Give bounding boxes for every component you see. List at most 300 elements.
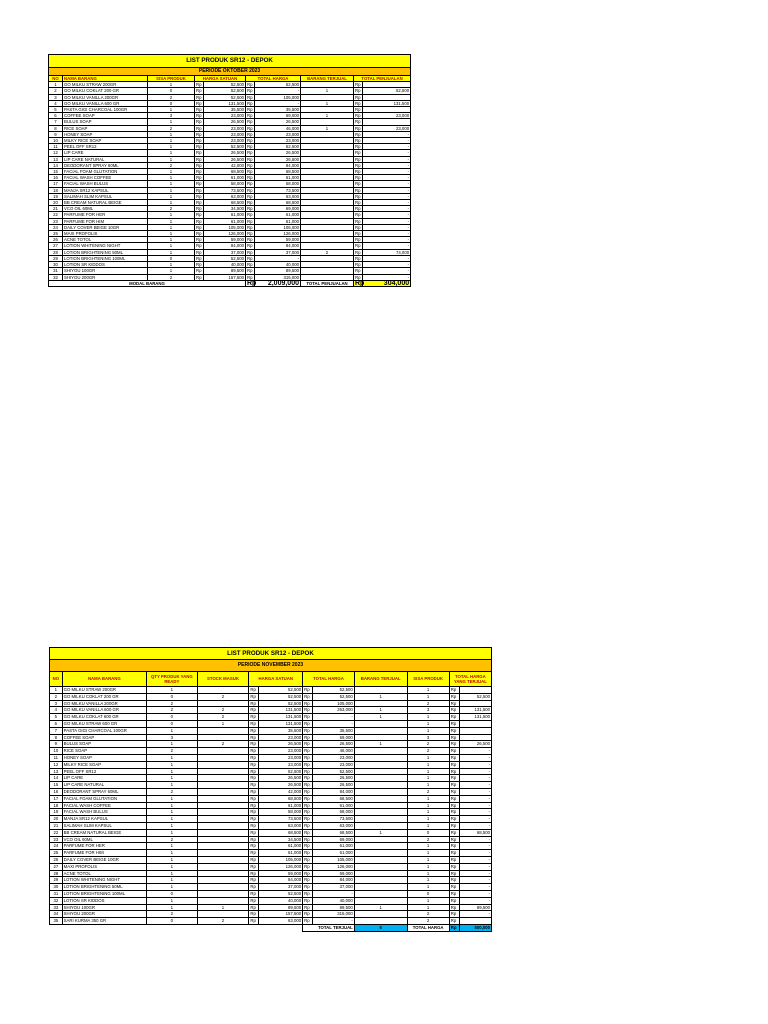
table-cell: - <box>363 212 411 218</box>
table-cell: 61,000 <box>255 212 301 218</box>
table-cell: Rp <box>247 187 253 193</box>
table-row <box>50 822 492 829</box>
table-cell: 1 <box>407 877 449 884</box>
table-cell: 1 <box>147 741 198 748</box>
table-cell: - <box>363 200 411 206</box>
table-cell: 1 <box>407 822 449 829</box>
table-cell: Rp <box>249 802 258 809</box>
table-cell <box>460 700 492 707</box>
table-cell: 1 <box>407 720 449 727</box>
col-header: TOTAL PENJUALAN <box>354 76 411 82</box>
table-cell: 26,500 <box>255 119 301 125</box>
table-row <box>49 224 411 230</box>
table-cell: 126,000 <box>204 231 246 237</box>
table-cell: Rp <box>249 822 258 829</box>
table-cell: Rp <box>449 768 460 775</box>
table-cell: 16 <box>50 788 63 795</box>
table-cell <box>354 816 407 823</box>
table-cell: Rp <box>247 119 253 125</box>
table-cell: 42,000 <box>204 162 246 168</box>
table-cell: - <box>255 100 301 106</box>
table-cell <box>354 748 407 755</box>
table-cell: Rp <box>303 816 312 823</box>
table-cell: Rp <box>449 870 460 877</box>
table-cell: 2 <box>147 700 198 707</box>
table-cell: 1 <box>354 904 407 911</box>
table-cell: 59,000 <box>312 870 354 877</box>
modal-value: 2,009,000 <box>255 280 301 286</box>
table-cell <box>354 850 407 857</box>
table-cell: Rp <box>355 125 361 131</box>
table-cell: - <box>363 175 411 181</box>
table-cell: 0 <box>407 829 449 836</box>
table-cell: 61,000 <box>258 850 302 857</box>
table-cell: Rp <box>449 863 460 870</box>
table-cell: 0 <box>147 693 198 700</box>
table-cell: 61,000 <box>204 212 246 218</box>
table-cell: MAXI PROFOLIS <box>63 231 148 237</box>
table-cell: Rp <box>449 687 460 694</box>
table-cell: Rp <box>249 836 258 843</box>
table-cell: Rp <box>249 748 258 755</box>
table-cell: Rp <box>449 829 460 836</box>
table-cell: Rp <box>303 802 312 809</box>
table-cell: 17 <box>49 181 63 187</box>
table-cell: GO MILKU COKLAT 200 GR <box>62 693 146 700</box>
table-cell: - <box>363 162 411 168</box>
table-cell: - <box>460 890 492 897</box>
table-cell: 11 <box>50 754 63 761</box>
table-cell: 1 <box>148 107 195 113</box>
table-cell <box>197 727 249 734</box>
table-cell: 84,000 <box>255 162 301 168</box>
table-cell: 26,500 <box>312 741 354 748</box>
table-cell: Rp <box>449 727 460 734</box>
table-cell: 34,500 <box>258 836 302 843</box>
table-cell: PARFUME FOR HER <box>62 843 146 850</box>
table-cell: 40,000 <box>312 897 354 904</box>
table-cell: Rp <box>449 788 460 795</box>
table-cell: Rp <box>449 714 460 721</box>
table-cell: 61,000 <box>312 850 354 857</box>
table-cell: Rp <box>303 707 312 714</box>
table-cell: Rp <box>449 720 460 727</box>
table-cell: 68,500 <box>312 795 354 802</box>
table-cell: 73,500 <box>204 187 246 193</box>
modal-currency: Rp <box>247 279 257 287</box>
table-cell: 74,000 <box>363 249 411 255</box>
table-cell: 126,000 <box>312 863 354 870</box>
table-cell: Rp <box>303 775 312 782</box>
table-cell: 73,500 <box>258 816 302 823</box>
table-cell: PEEL OFF SR12 <box>62 768 146 775</box>
table-cell: 23,000 <box>255 131 301 137</box>
table-cell: LOTION BRIGHTENING 50ML <box>62 884 146 891</box>
table-cell: 37,000 <box>258 884 302 891</box>
col-header: NO <box>49 76 63 82</box>
table-cell: 2 <box>407 788 449 795</box>
table-cell: - <box>363 187 411 193</box>
table-cell: Rp <box>449 761 460 768</box>
table-cell: 2 <box>147 836 198 843</box>
table-cell <box>354 890 407 897</box>
col-header: NO <box>50 672 63 687</box>
table-cell: Rp <box>249 918 258 925</box>
table-cell: 1 <box>147 897 198 904</box>
table-cell: Rp <box>249 707 258 714</box>
table-cell: Rp <box>303 850 312 857</box>
table-cell <box>354 700 407 707</box>
table-cell: Rp <box>196 274 202 280</box>
table-cell: Rp <box>249 863 258 870</box>
table-cell: Rp <box>449 741 460 748</box>
period-label: PERIODE NOVEMBER 2023 <box>50 660 492 672</box>
table-cell: 2 <box>49 88 63 94</box>
table-cell <box>354 782 407 789</box>
table-cell: 9 <box>50 741 63 748</box>
table-cell: Rp <box>303 727 312 734</box>
table-cell: Rp <box>196 231 202 237</box>
table-cell: Rp <box>196 107 202 113</box>
table-cell: Rp <box>303 904 312 911</box>
table-cell: - <box>363 274 411 280</box>
table-cell: - <box>460 809 492 816</box>
table-row <box>50 890 492 897</box>
table-cell: 26,500 <box>255 156 301 162</box>
table-cell: 61,000 <box>204 218 246 224</box>
table-cell <box>197 884 249 891</box>
table-cell: 1 <box>354 741 407 748</box>
col-header: HARGA SATUAN <box>195 76 246 82</box>
table-cell: Rp <box>249 782 258 789</box>
table-cell: Rp <box>196 187 202 193</box>
table-row <box>50 761 492 768</box>
table-cell: Rp <box>449 850 460 857</box>
table-cell: 1 <box>148 169 195 175</box>
table-cell <box>354 720 407 727</box>
table-cell: Rp <box>355 156 361 162</box>
table-cell: 105,000 <box>255 224 301 230</box>
table-cell: 52,500 <box>312 693 354 700</box>
table-cell: Rp <box>303 734 312 741</box>
table-cell: 2 <box>147 707 198 714</box>
table-cell: DEODORANT SPRAY 60ML <box>63 162 148 168</box>
table-cell: 1 <box>147 829 198 836</box>
table-cell: 2 <box>407 918 449 925</box>
table-cell: - <box>460 768 492 775</box>
table-cell: Rp <box>303 884 312 891</box>
table-cell: Rp <box>247 224 253 230</box>
table-cell: 34,500 <box>204 206 246 212</box>
table-cell: Rp <box>247 88 253 94</box>
table-cell: Rp <box>249 897 258 904</box>
table-cell <box>197 802 249 809</box>
table-cell: Rp <box>303 741 312 748</box>
table-cell <box>197 877 249 884</box>
table-cell: 12 <box>49 150 63 156</box>
table-cell: - <box>460 802 492 809</box>
table-cell: 23,000 <box>363 125 411 131</box>
table-cell: 157,500 <box>258 911 302 918</box>
table-cell: 1 <box>147 850 198 857</box>
table-cell: Rp <box>196 212 202 218</box>
table-cell: - <box>312 714 354 721</box>
table-cell: - <box>255 255 301 261</box>
table-cell: Rp <box>355 144 361 150</box>
col-header: TOTAL HARGA <box>303 672 355 687</box>
table-cell: 1 <box>407 850 449 857</box>
table-cell: VCO OIL 60ML <box>63 206 148 212</box>
table-cell: Rp <box>303 748 312 755</box>
table-cell <box>354 884 407 891</box>
table-cell: 1 <box>50 687 63 694</box>
table-cell: 35,500 <box>255 107 301 113</box>
table-cell: LOTION WHITENING NIGHT <box>62 877 146 884</box>
table-cell: Rp <box>303 829 312 836</box>
table-cell: Rp <box>355 193 361 199</box>
table-cell: 1 <box>147 782 198 789</box>
table-cell <box>354 822 407 829</box>
table-cell: Rp <box>355 94 361 100</box>
table-cell: Rp <box>355 138 361 144</box>
penjualan-currency: Rp <box>355 279 365 287</box>
table-cell <box>197 890 249 897</box>
table-cell: 35,500 <box>312 727 354 734</box>
table-row <box>50 809 492 816</box>
table-cell: Rp <box>249 775 258 782</box>
table-cell: 2 <box>197 707 249 714</box>
table-cell: 1 <box>148 156 195 162</box>
table-cell: 27 <box>50 863 63 870</box>
table-cell: Rp <box>249 693 258 700</box>
table-cell: Rp <box>247 107 253 113</box>
table-cell: 1 <box>407 768 449 775</box>
table-cell: 24 <box>49 224 63 230</box>
table-cell: - <box>363 243 411 249</box>
table-cell: Rp <box>355 249 361 255</box>
table-cell: Rp <box>247 169 253 175</box>
table-cell: Rp <box>247 218 253 224</box>
table-cell: Rp <box>249 727 258 734</box>
table-cell: 69,000 <box>312 836 354 843</box>
table-cell: Rp <box>449 693 460 700</box>
table-cell: 23,000 <box>258 734 302 741</box>
table-row <box>50 836 492 843</box>
table-cell: Rp <box>249 754 258 761</box>
table-cell: 126,000 <box>255 231 301 237</box>
table-cell <box>197 897 249 904</box>
table-cell: 26,500 <box>204 150 246 156</box>
table-cell: 68,500 <box>255 200 301 206</box>
table-cell: FACIAL WASH COFFEE <box>62 802 146 809</box>
table-cell: 1 <box>147 761 198 768</box>
table-cell: 0 <box>407 890 449 897</box>
table-cell: SALIMAH SLIM KAPSUL <box>62 822 146 829</box>
table-cell: Rp <box>196 131 202 137</box>
table-cell: PASTA GIGI CHARCOAL 100GR <box>63 107 148 113</box>
table-cell <box>460 720 492 727</box>
table-cell: 2 <box>197 918 249 925</box>
table-cell: 1 <box>354 829 407 836</box>
table-cell: - <box>460 795 492 802</box>
table-cell: 1 <box>407 802 449 809</box>
table-cell: - <box>363 218 411 224</box>
table-cell: 68,500 <box>204 200 246 206</box>
table-cell <box>197 843 249 850</box>
table-november <box>49 647 492 932</box>
table-cell: - <box>460 748 492 755</box>
table-cell: Rp <box>196 113 202 119</box>
table-cell: FACIAL WASH BULUS <box>63 181 148 187</box>
table-cell: SALIMAH SLIM KAPSUL <box>63 193 148 199</box>
table-cell: 1 <box>147 768 198 775</box>
table-cell: - <box>363 224 411 230</box>
period-label: PERIODE OKTOBER 2023 <box>49 68 411 76</box>
table-cell: Rp <box>449 795 460 802</box>
table-cell: Rp <box>355 200 361 206</box>
table-row <box>50 884 492 891</box>
col-header: SISA PRODUK <box>407 672 449 687</box>
table-cell: Rp <box>303 897 312 904</box>
table-cell: Rp <box>249 714 258 721</box>
table-cell: 1 <box>407 809 449 816</box>
table-cell: Rp <box>449 700 460 707</box>
table-cell: 3 <box>148 113 195 119</box>
table-cell: 1 <box>147 870 198 877</box>
table-cell: Rp <box>249 911 258 918</box>
table-cell: 13 <box>49 156 63 162</box>
table-cell: 131,500 <box>204 100 246 106</box>
table-cell: 263,000 <box>312 707 354 714</box>
table-cell: 23,000 <box>312 754 354 761</box>
table-cell: - <box>460 877 492 884</box>
table-cell: 1 <box>148 224 195 230</box>
table-cell: Rp <box>449 775 460 782</box>
table-row <box>50 795 492 802</box>
table-cell: Rp <box>196 138 202 144</box>
table-cell: 6 <box>50 720 63 727</box>
table-cell: 30 <box>50 884 63 891</box>
table-cell: 84,000 <box>258 877 302 884</box>
table-cell: 23,000 <box>204 125 246 131</box>
table-cell: 63,000 <box>204 193 246 199</box>
table-cell: 1 <box>147 809 198 816</box>
table-cell: 315,000 <box>255 274 301 280</box>
table-row <box>50 870 492 877</box>
table-cell: 68,500 <box>255 169 301 175</box>
table-cell: SHIYOU 200GR <box>62 911 146 918</box>
table-cell: Rp <box>449 843 460 850</box>
col-header: SISA PRODUK <box>148 76 195 82</box>
table-cell: - <box>363 144 411 150</box>
table-cell: LOTION SR KIDDOS <box>62 897 146 904</box>
table-cell: Rp <box>247 156 253 162</box>
table-cell: COFFEE SOAP <box>63 113 148 119</box>
table-cell: 1 <box>301 113 354 119</box>
table-cell: 37,000 <box>204 249 246 255</box>
table-cell: 68,500 <box>204 169 246 175</box>
table-cell: 1 <box>148 181 195 187</box>
total-terjual-value: 6 <box>354 924 407 931</box>
table-cell: 68,500 <box>258 829 302 836</box>
total-penjualan-value: 304,000 <box>363 280 411 286</box>
table-cell: GO MILKU COKLAT 200 GR <box>63 88 148 94</box>
table-cell: 18 <box>49 187 63 193</box>
table-cell: Rp <box>249 687 258 694</box>
col-header: NAMA BARANG <box>63 76 148 82</box>
table-cell: GO MILKU VANILLA 200GR <box>63 94 148 100</box>
table-cell: 105,000 <box>312 856 354 863</box>
table-cell: - <box>460 863 492 870</box>
table-cell <box>197 822 249 829</box>
table-cell <box>354 856 407 863</box>
table-cell: Rp <box>249 761 258 768</box>
table-cell: FACIAL WASH BULUS <box>62 809 146 816</box>
table-cell: 1 <box>148 187 195 193</box>
table-cell: FACIAL FOAM GLUTATION <box>63 169 148 175</box>
table-cell <box>197 911 249 918</box>
table-row <box>50 748 492 755</box>
table-cell: Rp <box>355 218 361 224</box>
table-cell: BULUS SOAP <box>63 119 148 125</box>
table-cell: - <box>460 754 492 761</box>
table-cell: 1 <box>148 262 195 268</box>
table-cell: GO MILKU COKLAT 600 GR <box>62 714 146 721</box>
table-cell: 2 <box>407 911 449 918</box>
table-cell: 1 <box>148 144 195 150</box>
table-cell: ACNE TOTOL <box>62 870 146 877</box>
table-cell: Rp <box>196 193 202 199</box>
table-cell: 18 <box>50 802 63 809</box>
table-cell: GO MILKU VANILLA 200GR <box>62 700 146 707</box>
table-cell: 29 <box>49 255 63 261</box>
table-cell: - <box>363 206 411 212</box>
col-header: BARANG TERJUAL <box>301 76 354 82</box>
table-cell: 1 <box>407 843 449 850</box>
table-cell: Rp <box>303 693 312 700</box>
table-cell: Rp <box>196 119 202 125</box>
table-cell: 1 <box>407 816 449 823</box>
total-harga-label: TOTAL HARGA <box>407 924 449 931</box>
table-cell: Rp <box>247 82 253 88</box>
table-cell: COFFEE SOAP <box>62 734 146 741</box>
table-cell: 89,500 <box>258 904 302 911</box>
table-cell: Rp <box>303 836 312 843</box>
table-row <box>50 856 492 863</box>
table-cell: Rp <box>249 768 258 775</box>
col-header: TOTAL HARGA <box>246 76 301 82</box>
table-oktober <box>48 54 411 287</box>
table-cell: 105,000 <box>204 224 246 230</box>
table-row <box>50 741 492 748</box>
table-cell: 1 <box>147 822 198 829</box>
table-cell: Rp <box>196 206 202 212</box>
table-row <box>50 918 492 925</box>
table-cell: 69,000 <box>255 206 301 212</box>
table-cell: Rp <box>449 809 460 816</box>
table-cell: 131,500 <box>258 714 302 721</box>
table-cell: Rp <box>303 843 312 850</box>
table-cell: Rp <box>249 700 258 707</box>
table-cell: Rp <box>249 720 258 727</box>
table-cell: Rp <box>247 249 253 255</box>
table-cell: Rp <box>196 243 202 249</box>
table-cell: Rp <box>196 175 202 181</box>
table-cell: - <box>363 262 411 268</box>
table-cell: 1 <box>148 193 195 199</box>
table-cell <box>354 795 407 802</box>
table-cell: 1 <box>49 82 63 88</box>
